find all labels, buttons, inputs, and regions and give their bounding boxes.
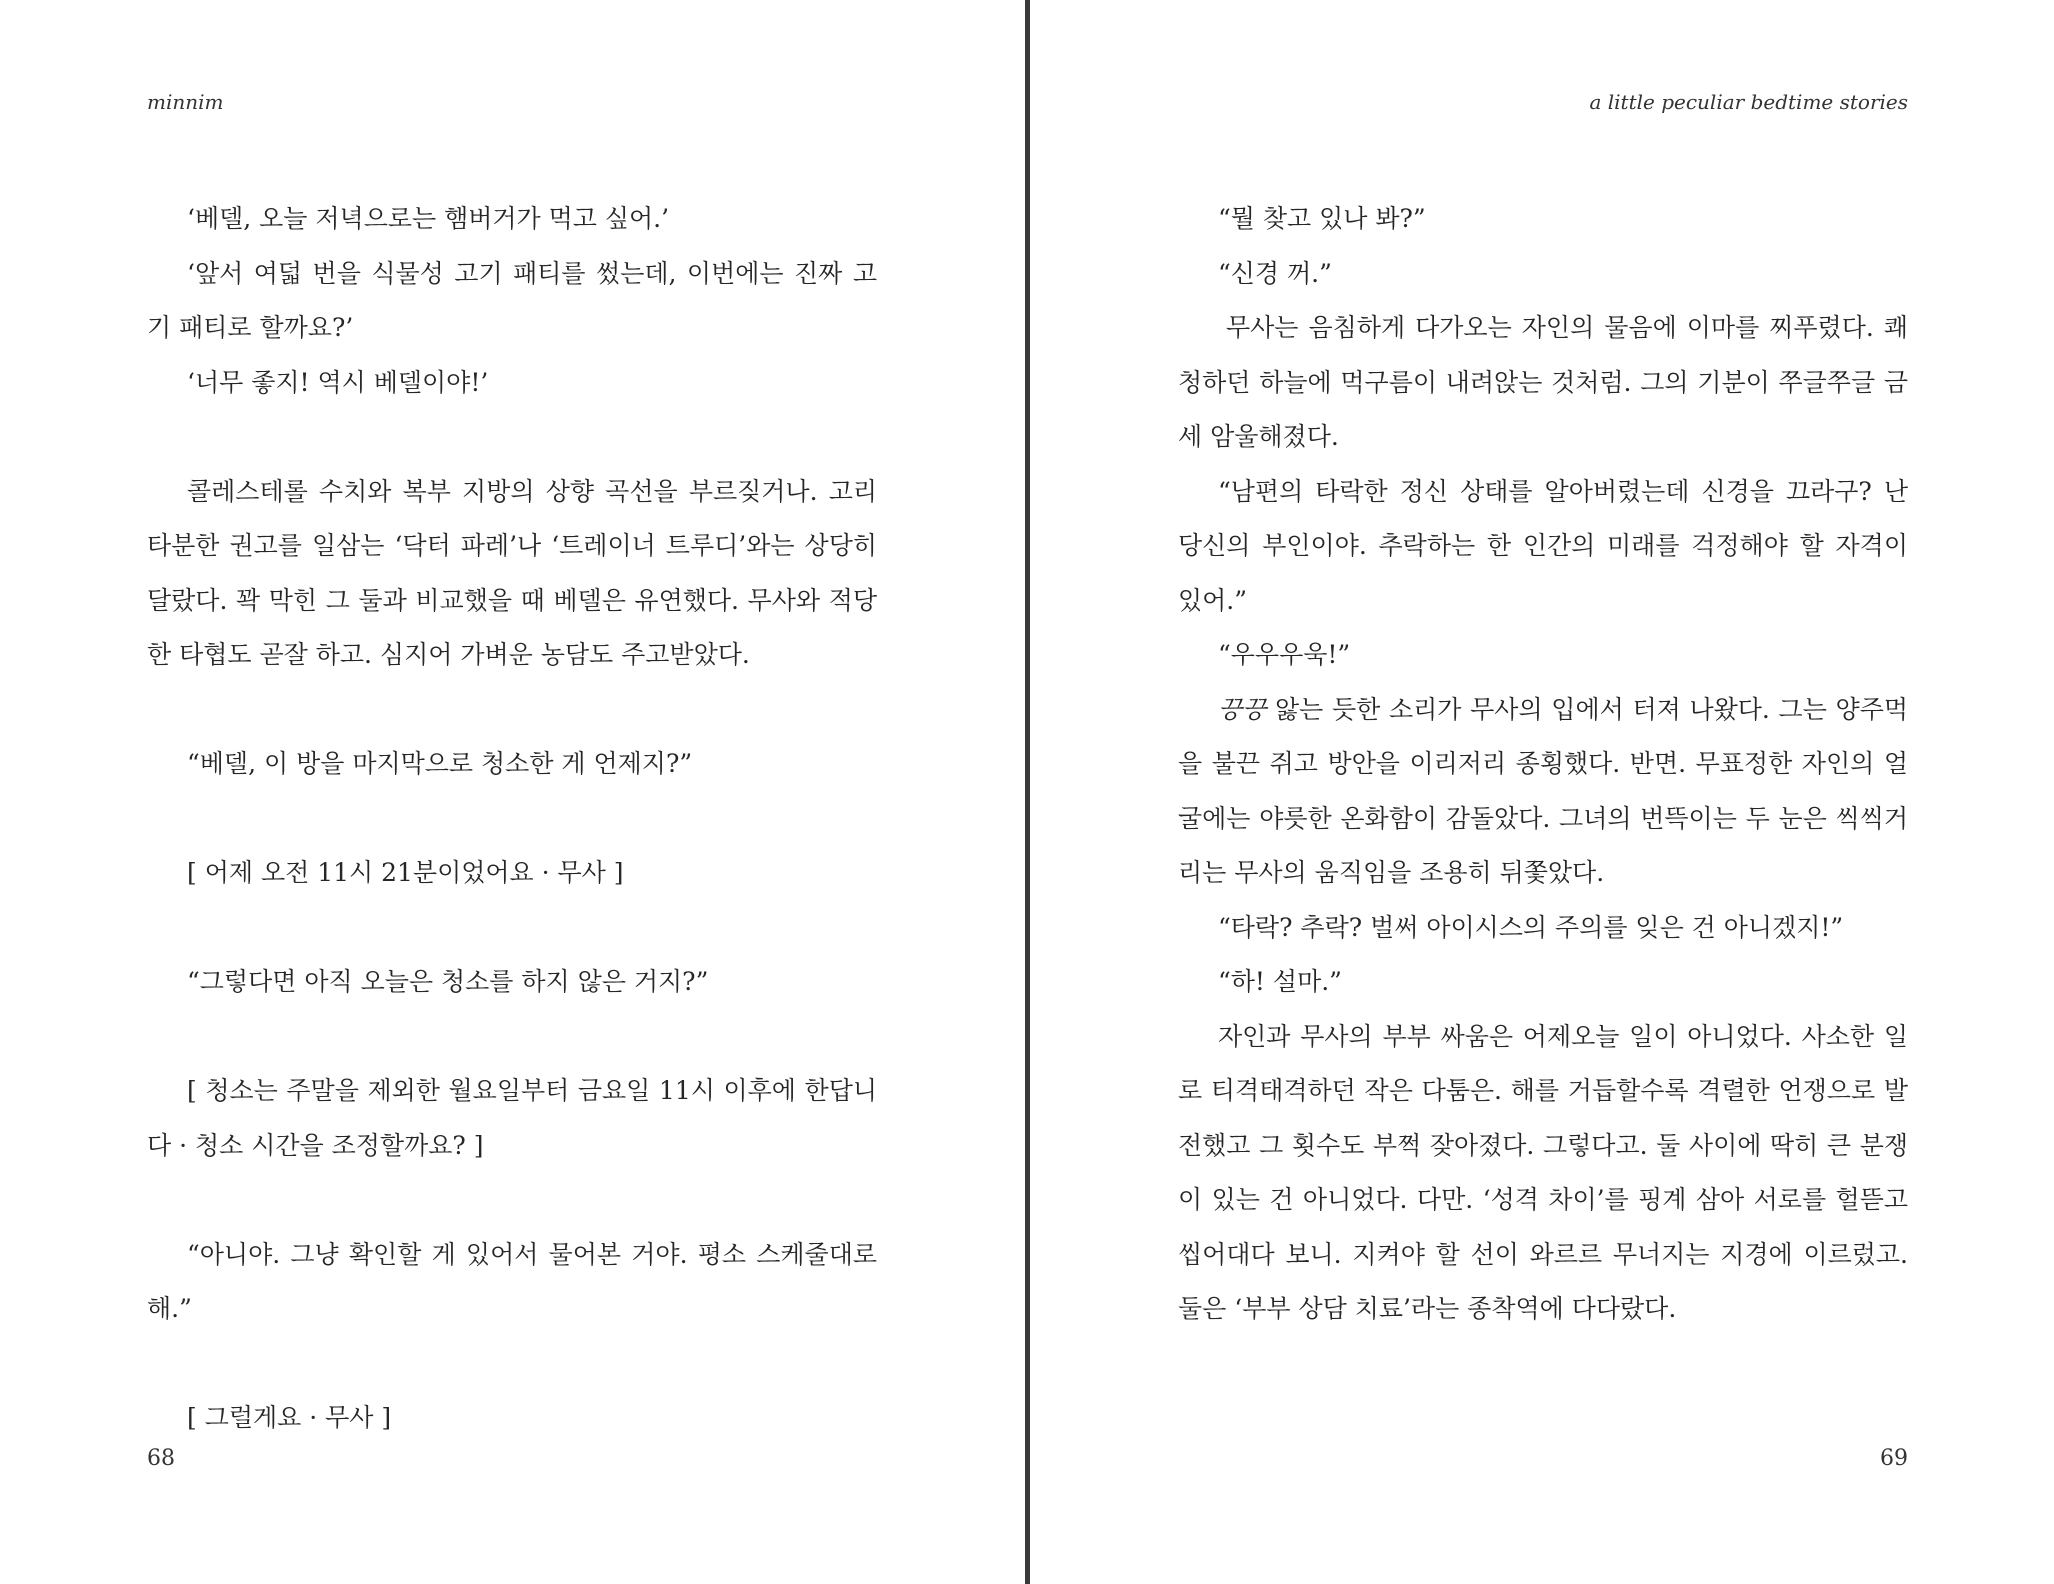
paragraph: “뭘 찾고 있나 봐?”: [1218, 204, 1426, 233]
paragraph: [ 그럴게요 · 무사 ]: [187, 1403, 392, 1432]
paragraph: [ 청소는 주말을 제외한 월요일부터 금요일 11시 이후에 한답니다 · 청소 시간을 조정할까요? ]: [147, 1076, 877, 1160]
right-page-number: 69: [1880, 1446, 1908, 1471]
right-page-body: [1178, 192, 1908, 1337]
paragraph-gap: [147, 792, 877, 847]
left-page-body: [147, 192, 877, 1446]
book-gutter: [1025, 0, 1030, 1584]
paragraph-gap: [147, 1173, 877, 1228]
paragraph-gap: [147, 1010, 877, 1065]
paragraph: ‘너무 좋지! 역시 베델이야!’: [187, 367, 489, 397]
paragraph: “남편의 타락한 정신 상태를 알아버렸는데 신경을 끄라구? 난 당신의 부인이야. 추락하는 한 인간의 미래를 걱정해야 할 자격이 있어.”: [1178, 476, 1908, 615]
paragraph: “그렇다면 아직 오늘은 청소를 하지 않은 거지?”: [187, 967, 709, 996]
paragraph: “우우우욱!”: [1218, 640, 1351, 669]
paragraph: 자인과 무사의 부부 싸움은 어제오늘 일이 아니었다. 사소한 일로 티격태격하던 작은 다툼은. 해를 거듭할수록 격렬한 언쟁으로 발전했고 그 횟수도 부쩍 잦아졌다. 그렇다고. 둘 사이에 딱히 큰 분쟁이 있는 건 아니었다. 다만. ‘성격 차이’를 핑계 삼아 서로를 헐뜯고 씹어대다 보니. 지켜야 할 선이 와르르 무너지는 지경에 이르렀고. 둘은 ‘부부 상담 치료’라는 종착역에 다다랐다.: [1178, 1021, 1908, 1323]
paragraph: “신경 꺼.”: [1218, 258, 1332, 288]
paragraph: [ 어제 오전 11시 21분이었어요 · 무사 ]: [187, 858, 624, 887]
paragraph: “타락? 추락? 벌써 아이시스의 주의를 잊은 건 아니겠지!”: [1218, 912, 1844, 942]
paragraph: 콜레스테롤 수치와 복부 지방의 상향 곡선을 부르짖거나. 고리타분한 권고를 일삼는 ‘닥터 파레’나 ‘트레이너 트루디’와는 상당히 달랐다. 꽉 막힌 그 둘과 비교했을 때 베델은 유연했다. 무사와 적당한 타협도 곧잘 하고. 심지어 가벼운 농담도 주고받았다.: [147, 476, 877, 669]
left-page-number: 68: [147, 1446, 175, 1471]
paragraph-gap: [147, 683, 877, 738]
paragraph-gap: [147, 1337, 877, 1392]
paragraph: “하! 설마.”: [1218, 967, 1342, 996]
paragraph: “아니야. 그냥 확인할 게 있어서 물어본 거야. 평소 스케줄대로 해.”: [147, 1239, 877, 1323]
right-running-head: a little peculiar bedtime stories: [1589, 90, 1908, 114]
paragraph: ‘베델, 오늘 저녁으로는 햄버거가 먹고 싶어.’: [187, 204, 670, 233]
emphasized-text: 끙끙: [1218, 694, 1267, 724]
left-running-head: minnim: [147, 90, 224, 114]
paragraph: 무사는 음침하게 다가오는 자인의 물음에 이마를 찌푸렸다. 쾌청하던 하늘에 먹구름이 내려앉는 것처럼. 그의 기분이 쭈글쭈글 금세 암울해졌다.: [1178, 313, 1908, 451]
paragraph: ‘앞서 여덟 번을 식물성 고기 패티를 썼는데, 이번에는 진짜 고기 패티로 할까요?’: [147, 258, 877, 342]
paragraph-gap: [147, 410, 877, 465]
right-page: [1178, 0, 1908, 1584]
paragraph: “베델, 이 방을 마지막으로 청소한 게 언제지?”: [187, 749, 693, 778]
paragraph: [1178, 683, 1908, 901]
paragraph-text: 앓는 듯한 소리가 무사의 입에서 터져 나왔다. 그는 양주먹을 불끈 쥐고 방안을 이리저리 종횡했다. 반면. 무표정한 자인의 얼굴에는 야릇한 온화함이 감돌았다. 그녀의 번뜩이는 두 눈은 씩씩거리는 무사의 움직임을 조용히 뒤쫓았다.: [1178, 694, 1908, 887]
paragraph-gap: [147, 901, 877, 956]
left-page: [147, 0, 877, 1584]
